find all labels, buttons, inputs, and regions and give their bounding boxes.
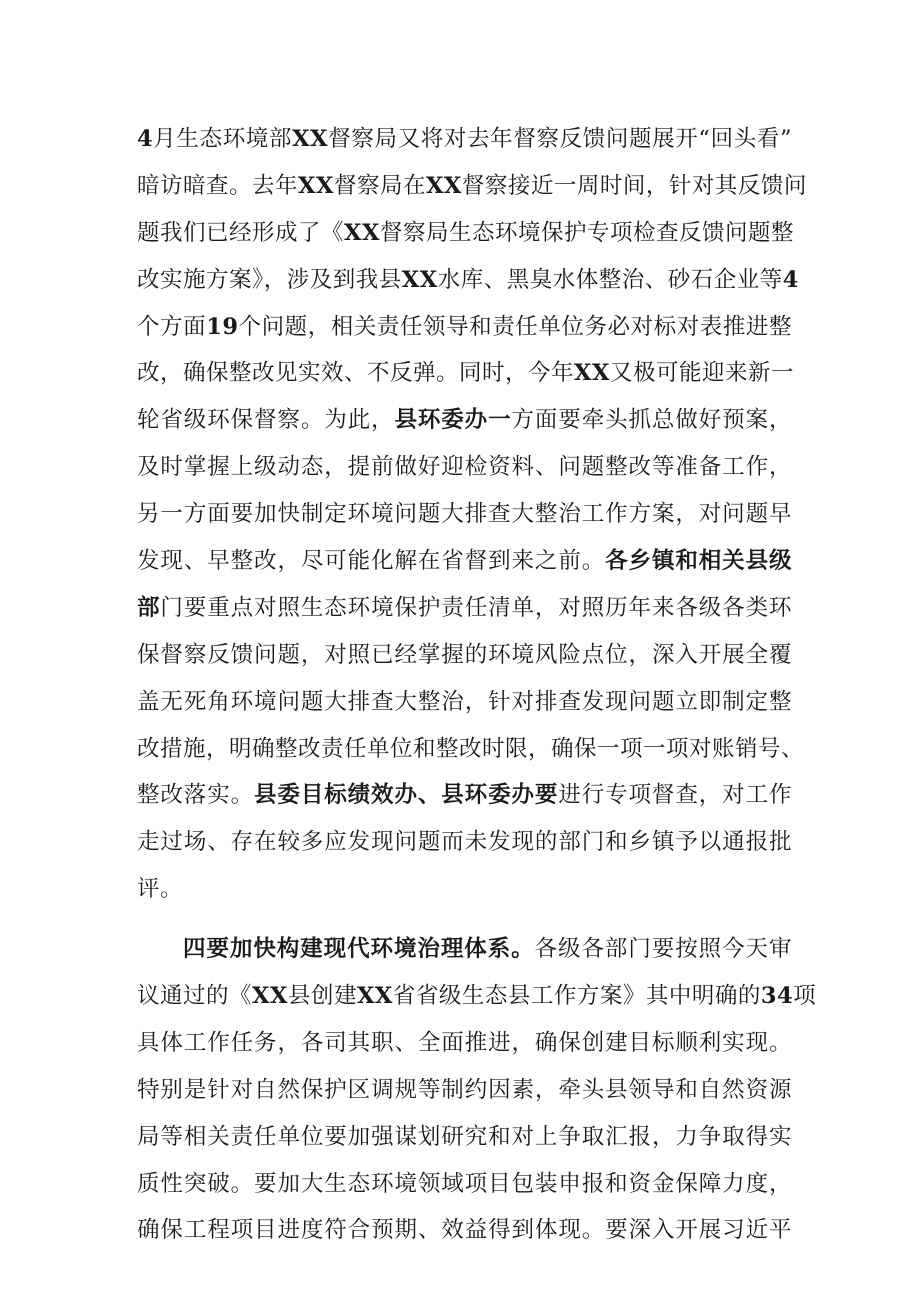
- bold-text-segment: 34: [760, 983, 794, 1010]
- text-segment: 进行专项督查，对工作: [558, 782, 792, 809]
- text-line: [137, 257, 799, 304]
- text-line: [137, 163, 807, 210]
- text-segment: 题我们已经形成了《: [137, 219, 345, 246]
- text-segment: 县创建: [287, 983, 357, 1010]
- bold-text-segment: XX: [344, 219, 380, 246]
- document-body: [137, 116, 817, 1254]
- text-line: [137, 632, 792, 679]
- text-segment: 水库、黑臭水体整治、砂石企业等: [437, 266, 783, 293]
- text-segment: 督察局生态环境保护专项检查反馈问题整: [379, 219, 794, 246]
- bold-text-segment: XX: [252, 983, 288, 1010]
- bold-text-segment: 部: [137, 594, 161, 621]
- text-segment: 暗访暗查。去年: [137, 172, 299, 199]
- text-line: [137, 1114, 792, 1161]
- text-segment: 轮省级环保督察。为此，: [137, 407, 395, 434]
- text-line: [137, 491, 792, 538]
- text-line: [137, 679, 792, 726]
- text-line: [137, 973, 817, 1020]
- text-segment: 具体工作任务，各司其职、全面推进，确保创建目标顺利实现。: [137, 1029, 792, 1056]
- text-segment: 又极可能迎来新一: [609, 360, 794, 387]
- text-line: [137, 210, 792, 257]
- paragraph-1: [137, 116, 807, 913]
- bold-text-segment: XX: [298, 172, 334, 199]
- bold-text-segment: 4: [782, 266, 799, 293]
- text-segment: 另一方面要加快制定环境问题大排查大整治工作方案，对问题早: [137, 501, 792, 528]
- text-segment: 改措施，明确整改责任单位和整改时限，确保一项一项对账销号、: [137, 735, 805, 762]
- text-line: [137, 304, 792, 351]
- text-segment: 质性突破。要加大生态环境领域项目包装申报和资金保障力度，: [137, 1170, 792, 1197]
- text-segment: 整改落实。: [137, 782, 255, 809]
- bold-text-segment: XX: [401, 266, 438, 293]
- text-segment: 个问题，相关责任领导和责任单位务必对标对表推进整: [238, 313, 792, 340]
- text-segment: 方面要牵头抓总做好预案，: [511, 407, 792, 434]
- bold-text-segment: XX: [292, 126, 329, 152]
- text-segment: 改，确保整改见实效、不反弹。同时，今年: [137, 360, 575, 387]
- text-segment: 督察局在: [333, 172, 426, 199]
- text-line: [137, 116, 792, 163]
- paragraph-2: [137, 926, 817, 1254]
- text-segment: 各级各部门要按照今天审: [534, 936, 792, 963]
- bold-text-segment: 4: [137, 126, 154, 152]
- text-segment: 局等相关责任单位要加强谋划研究和对上争取汇报，力争取得实: [137, 1123, 792, 1150]
- text-segment: 议通过的《: [137, 983, 253, 1010]
- text-segment: 督察局又将对去年督察反馈问题展开“回头看”: [328, 126, 792, 152]
- bold-text-segment: XX: [356, 983, 393, 1010]
- text-segment: 月生态环境部: [153, 126, 293, 152]
- bold-text-segment: 各乡镇和相关县级: [605, 548, 792, 575]
- text-segment: 改实施方案》，涉及到我县: [137, 266, 402, 293]
- text-line: [137, 926, 792, 973]
- text-line: [137, 350, 792, 397]
- bold-text-segment: XX: [574, 360, 610, 387]
- bold-text-segment: 县委目标绩效办、县环委办要: [254, 782, 559, 809]
- text-line: [137, 1067, 792, 1114]
- text-line: [137, 585, 792, 632]
- text-line: [137, 819, 792, 866]
- text-segment: 项: [793, 983, 817, 1010]
- text-segment: 个方面: [137, 313, 207, 340]
- bold-text-segment: 四要加快构建现代环境治理体系。: [183, 936, 535, 963]
- text-line: [137, 538, 792, 585]
- text-segment: 走过场、存在较多应发现问题而未发现的部门和乡镇予以通报批: [137, 829, 792, 856]
- text-line: [137, 1207, 792, 1254]
- text-line: [137, 397, 792, 444]
- text-segment: 及时掌握上级动态，提前做好迎检资料、问题整改等准备工作，: [137, 454, 792, 481]
- text-segment: 发现、早整改，尽可能化解在省督到来之前。: [137, 548, 606, 575]
- bold-text-segment: XX: [425, 172, 462, 199]
- text-line: [137, 726, 805, 773]
- bold-text-segment: 19: [206, 313, 239, 340]
- text-segment: 保督察反馈问题，对照已经掌握的环境风险点位，深入开展全覆: [137, 641, 792, 668]
- text-segment: 评。: [137, 876, 184, 903]
- text-segment: 特别是针对自然保护区调规等制约因素，牵头县领导和自然资源: [137, 1076, 792, 1103]
- text-line: [137, 866, 792, 913]
- text-segment: 确保工程项目进度符合预期、效益得到体现。要深入开展习近平: [137, 1217, 792, 1244]
- bold-text-segment: 县环委办一: [394, 407, 512, 434]
- text-segment: 省省级生态县工作方案》其中明确的: [392, 983, 761, 1010]
- text-segment: 门要重点对照生态环境保护责任清单，对照历年来各级各类环: [160, 594, 792, 621]
- text-line: [137, 1020, 792, 1067]
- text-segment: 盖无死角环境问题大排查大整治，针对排查发现问题立即制定整: [137, 688, 792, 715]
- text-line: [137, 1161, 792, 1208]
- text-line: [137, 772, 792, 819]
- text-segment: 督察接近一周时间，针对其反馈问: [461, 172, 807, 199]
- text-line: [137, 444, 792, 491]
- paragraph-gap: [137, 913, 792, 926]
